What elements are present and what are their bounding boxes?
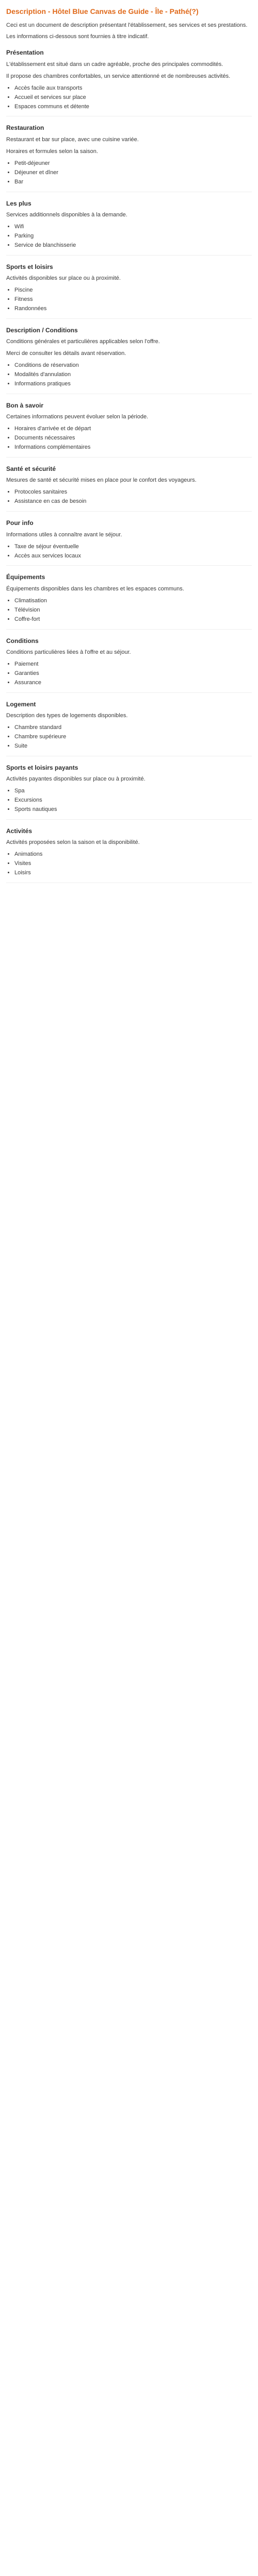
section-list-item: • Sports nautiques [14,806,252,814]
section-paragraph: Activités payantes disponibles sur place ou à proximité. [6,776,146,783]
section-title: Logement [6,700,36,708]
section [6,124,252,186]
section-title: Restauration [6,124,44,132]
sections [6,48,252,883]
section-list [14,660,252,687]
section-title: Bon à savoir [6,401,44,409]
section-list-item: • Randonnées [14,305,252,313]
section-list-item: • Fitness [14,296,252,304]
section-list-item: • Garanties [14,670,252,678]
section-list [14,597,252,624]
section-list-item: • Modalités d'annulation [14,371,252,379]
section-list [14,488,252,506]
section [6,48,252,111]
section-paragraph: Services additionnels disponibles à la demande. [6,211,127,218]
section-list-item: • Assistance en cas de besoin [14,498,252,506]
section-list-item: • Taxe de séjour éventuelle [14,543,252,551]
section-list-item: • Piscine [14,286,252,295]
section-list-item: • Wifi [14,223,252,231]
section [6,764,252,814]
section-title: Pour info [6,519,34,527]
intro [6,22,252,42]
section-divider [6,819,252,820]
section-title: Description / Conditions [6,326,78,334]
section-list [14,425,252,452]
section-list [14,160,252,187]
section-paragraph: Équipements disponibles dans les chambres et les espaces communs. [6,585,184,592]
section-list [14,84,252,111]
section-list-item: • Parking [14,232,252,241]
section [6,573,252,623]
section [6,199,252,250]
section-list-item: • Animations [14,851,252,859]
section-list-item: • Visites [14,860,252,868]
section-title: Sports et loisirs [6,263,53,270]
section-paragraph: L'établissement est situé dans un cadre agréable, proche des principales commodités. [6,61,223,67]
section-divider [6,318,252,319]
intro-paragraph-2: Les informations ci-dessous sont fournies à titre indicatif. [6,33,149,40]
section-list [14,286,252,313]
section-title: Équipements [6,573,45,581]
section-list-item: • Accès aux services locaux [14,552,252,561]
section-paragraph: Conditions générales et particulières applicables selon l'offre. [6,338,160,345]
section [6,827,252,877]
section-paragraph: Mesures de santé et sécurité mises en place pour le confort des voyageurs. [6,477,197,484]
section-title: Conditions [6,637,39,645]
section-list-item: • Documents nécessaires [14,434,252,443]
section-list-item: • Excursions [14,796,252,805]
section-list [14,851,252,877]
section-paragraph: Conditions particulières liées à l'offre et au séjour. [6,649,131,655]
section-paragraph: Merci de consulter les détails avant réservation. [6,350,126,357]
section-list-item: • Chambre standard [14,724,252,732]
section-list-item: • Assurance [14,679,252,687]
section-list-item: • Accès facile aux transports [14,84,252,93]
section-list-item: • Coffre-fort [14,616,252,624]
section [6,519,252,560]
section-title: Santé et sécurité [6,465,56,473]
section-divider [6,692,252,693]
section-list-item: • Espaces communs et détente [14,103,252,111]
intro-paragraph-1: Ceci est un document de description présentant l'établissement, ses services et ses prestations. [6,22,248,28]
section-list [14,787,252,814]
section-list-item: • Protocoles sanitaires [14,488,252,497]
section-list-item: • Chambre supérieure [14,733,252,741]
section-list [14,362,252,388]
section-list-item: • Télévision [14,606,252,615]
section-title: Activités [6,827,33,835]
section-list-item: • Conditions de réservation [14,362,252,370]
section [6,637,252,687]
section-list-item: • Bar [14,178,252,187]
section [6,326,252,388]
section [6,465,252,506]
section-paragraph: Certaines informations peuvent évoluer selon la période. [6,414,149,420]
section [6,401,252,452]
section-paragraph: Activités disponibles sur place ou à proximité. [6,275,121,282]
section-list-item: • Déjeuner et dîner [14,169,252,177]
section-list-item: • Petit-déjeuner [14,160,252,168]
section-list-item: • Service de blanchisserie [14,242,252,250]
section-list [14,223,252,250]
section-list-item: • Informations pratiques [14,380,252,388]
section-list-item: • Loisirs [14,869,252,877]
page [6,0,252,899]
section-title: Sports et loisirs payants [6,764,78,771]
section-paragraph: Description des types de logements disponibles. [6,713,128,719]
section-paragraph: Horaires et formules selon la saison. [6,148,98,155]
section-paragraph: Restaurant et bar sur place, avec une cuisine variée. [6,136,139,143]
section-list [14,724,252,751]
section-divider [6,629,252,630]
page-title: Description - Hôtel Blue Canvas de Guide - Île - Pathé(?) [6,7,199,15]
section-divider [6,565,252,566]
section-divider [6,511,252,512]
section-paragraph: Il propose des chambres confortables, un service attentionné et de nombreuses activités. [6,73,231,79]
section-list-item: • Climatisation [14,597,252,605]
section [6,263,252,313]
section [6,700,252,751]
section-title: Les plus [6,199,31,207]
section-paragraph: Activités proposées selon la saison et la disponibilité. [6,839,140,846]
section-list-item: • Paiement [14,660,252,669]
section-title: Présentation [6,49,44,57]
section-list-item: • Horaires d'arrivée et de départ [14,425,252,433]
section-list [14,543,252,561]
section-list-item: • Suite [14,742,252,751]
section-list-item: • Accueil et services sur place [14,94,252,102]
section-list-item: • Informations complémentaires [14,444,252,452]
section-list-item: • Spa [14,787,252,795]
section-divider [6,255,252,256]
section-paragraph: Informations utiles à connaître avant le séjour. [6,531,122,538]
